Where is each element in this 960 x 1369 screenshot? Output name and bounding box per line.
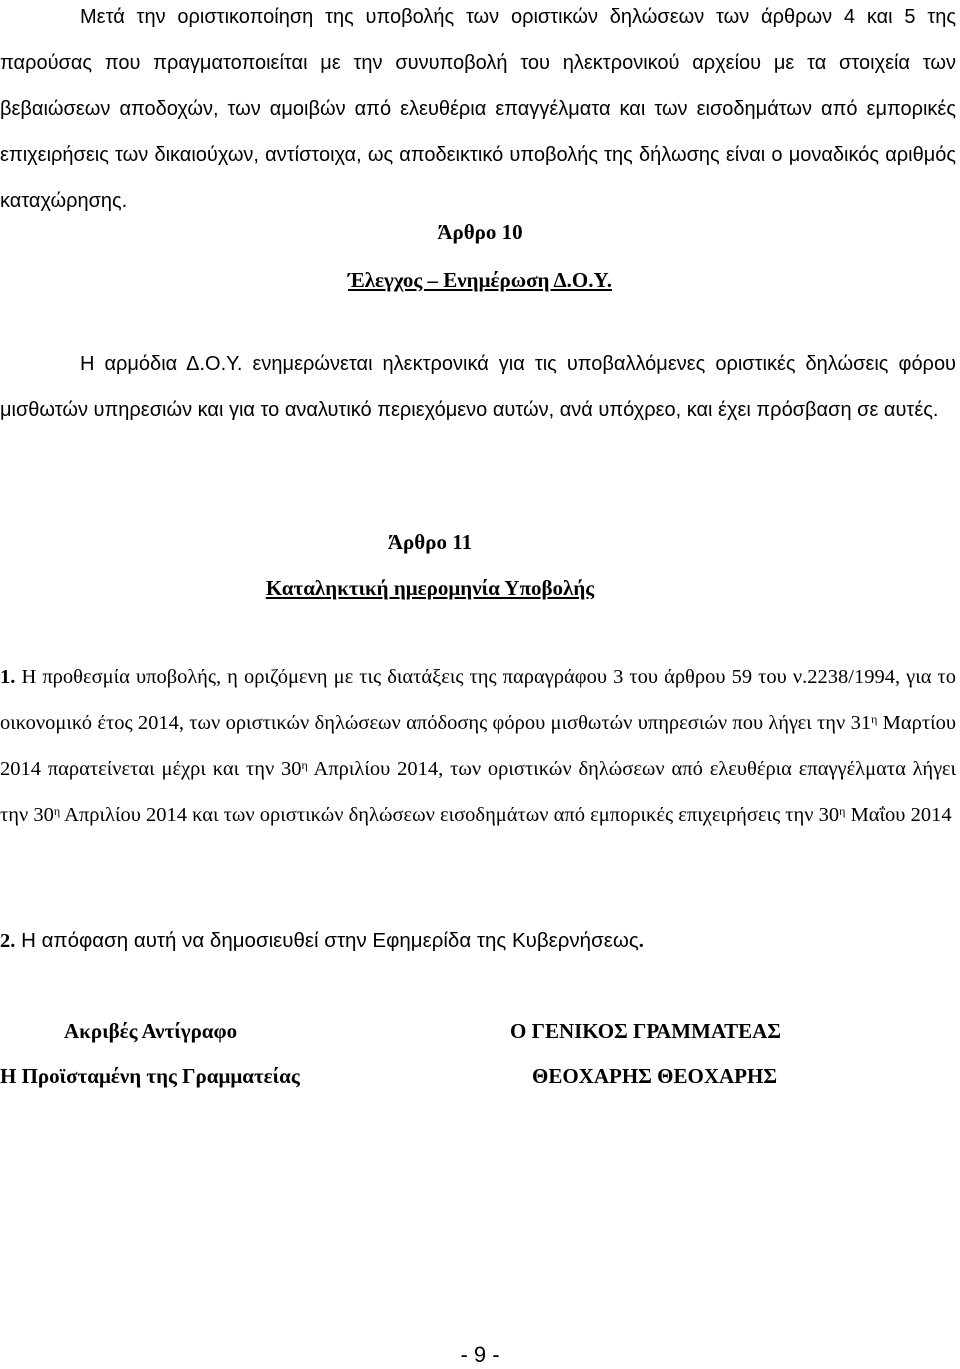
item-1-text-a: Η προθεσμία υποβολής, η οριζόμενη με τις διατάξεις της παραγράφου 3 του άρθρου 59 του ν. [21, 666, 808, 688]
item-1-label: 1. [0, 666, 16, 688]
signature-right-line-1: Ο ΓΕΝΙΚΟΣ ΓΡΑΜΜΑΤΕΑΣ [510, 1019, 781, 1043]
item-1-sup-3: η [53, 804, 61, 818]
article-11-title-wrap [0, 576, 910, 601]
item-1-sup-2: η [301, 758, 308, 772]
item-1-text-e: Απριλίου 2014 και των οριστικών δηλώσεων εισοδημάτων από εμπορικές επιχειρήσεις την 30 [60, 804, 840, 826]
article-11-title: Καταληκτική ημερομηνία Υποβολής [265, 576, 595, 600]
item-2-label: 2. [0, 930, 16, 952]
article-10-title: Έλεγχος – Ενημέρωση Δ.Ο.Υ. [347, 268, 613, 292]
signature-left-line-2: Η Προϊσταμένη της Γραμματείας [0, 1064, 300, 1088]
item-1-text-f: Μαΐου 2014 [845, 804, 952, 826]
signature-right-line-2: ΘΕΟΧΑΡΗΣ ΘΕΟΧΑΡΗΣ [532, 1064, 778, 1088]
article-10-number: Άρθρο 10 [437, 220, 523, 244]
signature-left-line-1: Ακριβές Αντίγραφο [64, 1019, 238, 1043]
item-2-end: . [638, 930, 644, 952]
article-10-title-wrap [0, 268, 960, 293]
intro-paragraph: Μετά την οριστικοποίηση της υποβολής των οριστικών δηλώσεων των άρθρων 4 και 5 της παρούσας που πραγματοποιείται με την συνυποβολή του ηλεκτρονικού αρχείου με τα στοιχεία των βεβαιώσεων αποδοχών, των αμοιβών από ελευθέρια επαγγέλματα και των εισοδημάτων από εμπορικές επιχειρήσεις των δικαιούχων, αντίστοιχα, ως αποδεικτικό υποβολής της δήλωσης είναι ο μοναδικός αριθμός καταχώρησης. [0, 6, 956, 212]
item-1-sup-1: η [871, 712, 878, 726]
page-number: - 9 - [460, 1342, 500, 1367]
article-11-item-1 [0, 654, 956, 838]
item-2-text: Η απόφαση αυτή να δημοσιευθεί στην Εφημερίδα της Κυβερνήσεως [21, 929, 639, 952]
article-11-number: Άρθρο 11 [387, 530, 473, 554]
item-1-text-c: Μαρτίου 2014 παρατείνεται μέχρι και την 30 [0, 712, 957, 780]
item-1-text-d: Απριλίου 2014, των οριστικών δηλώσεων από ελευθέρια επαγγέλματα λήγει την 30 [0, 758, 956, 826]
item-1-sup-4: η [839, 804, 846, 818]
article-10-body: Η αρμόδια Δ.Ο.Υ. ενημερώνεται ηλεκτρονικά για τις υποβαλλόμενες οριστικές δηλώσεις φόρου μισθωτών υπηρεσιών και για το αναλυτικό περιεχόμενο αυτών, ανά υπόχρεο, και έχει πρόσβαση σε αυτές. [0, 353, 956, 421]
article-11-item-2 [0, 918, 956, 964]
item-1-text-b: 2238/1994, για το οικονομικό έτος 2014, των οριστικών δηλώσεων απόδοσης φόρου μισθωτών υπηρεσιών που λήγει την 31 [0, 666, 957, 734]
